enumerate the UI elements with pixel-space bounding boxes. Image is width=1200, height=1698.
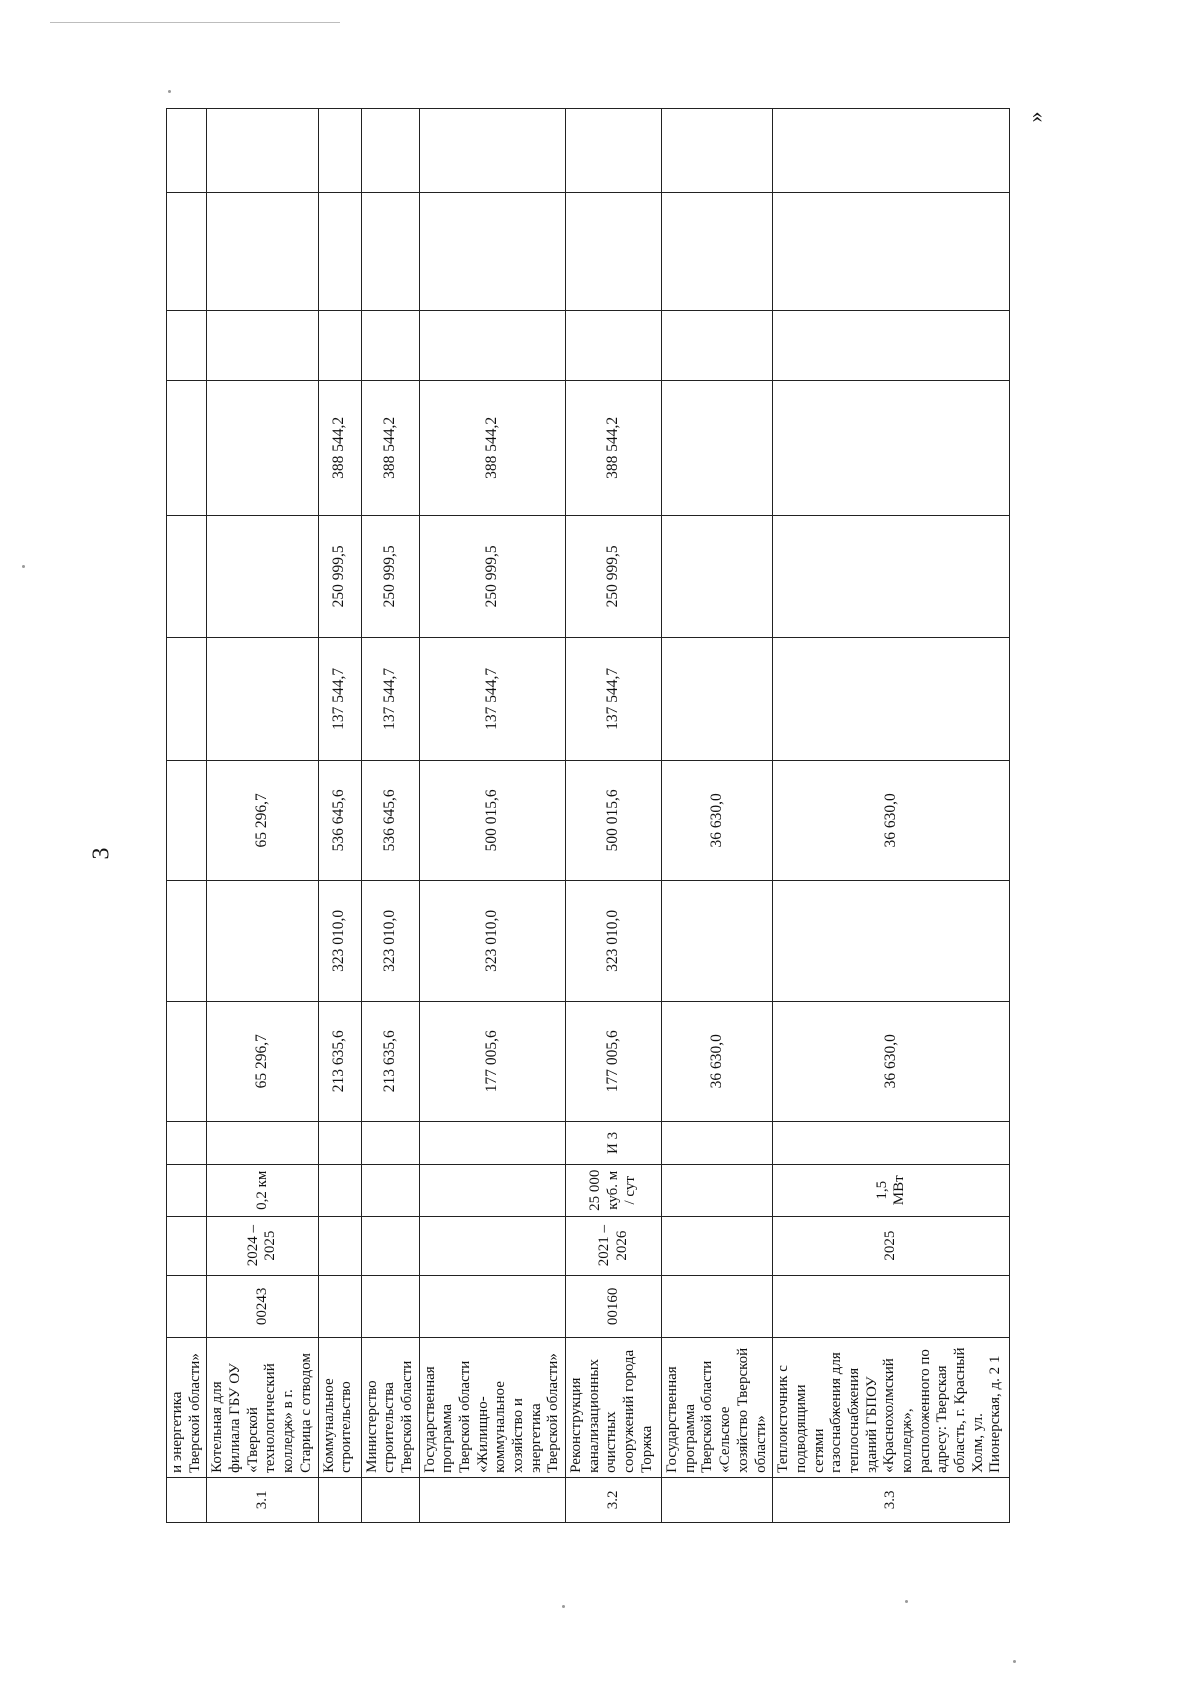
value-5	[773, 515, 1010, 638]
value-1: 65 296,7	[207, 1001, 318, 1121]
empty-cell	[318, 311, 361, 381]
row-number	[318, 1477, 361, 1522]
table-row	[773, 109, 1010, 1523]
value-3: 36 630,0	[773, 760, 1010, 880]
unit-mark: И 3	[566, 1121, 662, 1164]
capacity	[167, 1164, 207, 1216]
value-6: 388 544,2	[419, 381, 566, 515]
value-1: 177 005,6	[566, 1001, 662, 1121]
value-2: 323 010,0	[419, 881, 566, 1001]
value-6	[662, 381, 773, 515]
row-number	[361, 1477, 419, 1522]
row-number	[419, 1477, 566, 1522]
empty-cell	[361, 311, 419, 381]
value-1: 36 630,0	[662, 1001, 773, 1121]
value-1: 36 630,0	[773, 1001, 1010, 1121]
value-6	[773, 381, 1010, 515]
empty-cell	[419, 311, 566, 381]
empty-cell	[566, 109, 662, 193]
capacity	[318, 1164, 361, 1216]
value-4: 137 544,7	[566, 638, 662, 761]
value-2: 323 010,0	[361, 881, 419, 1001]
value-3: 500 015,6	[419, 760, 566, 880]
value-3: 65 296,7	[207, 760, 318, 880]
period: 2021 – 2026	[566, 1216, 662, 1275]
value-4	[167, 638, 207, 761]
value-5	[167, 515, 207, 638]
value-5: 250 999,5	[566, 515, 662, 638]
empty-cell	[662, 192, 773, 310]
value-2: 323 010,0	[318, 881, 361, 1001]
value-5	[662, 515, 773, 638]
empty-cell	[167, 109, 207, 193]
value-1	[167, 1001, 207, 1121]
table-row	[318, 109, 361, 1523]
value-5: 250 999,5	[419, 515, 566, 638]
empty-cell	[207, 311, 318, 381]
row-name: Теплоисточник с подводящими сетями газоснабжения для теплоснабжения зданий ГБПОУ «Краснохолмский колледж», расположенного по адресу: Тверская область, г. Красный Холм, ул. Пионерская, д. 2 1	[773, 1338, 1010, 1478]
row-number	[662, 1477, 773, 1522]
table-row	[361, 109, 419, 1523]
unit-mark	[773, 1121, 1010, 1164]
capacity: 25 000 куб. м / сут	[566, 1164, 662, 1216]
period: 2025	[773, 1216, 1010, 1275]
unit-mark	[419, 1121, 566, 1164]
value-1: 177 005,6	[419, 1001, 566, 1121]
period	[419, 1216, 566, 1275]
table-row	[662, 109, 773, 1523]
value-5: 250 999,5	[361, 515, 419, 638]
value-2	[207, 881, 318, 1001]
row-number: 3.2	[566, 1477, 662, 1522]
empty-cell	[361, 109, 419, 193]
capacity	[662, 1164, 773, 1216]
empty-cell	[318, 192, 361, 310]
empty-cell	[167, 192, 207, 310]
value-4	[207, 638, 318, 761]
page-number: 3	[88, 847, 115, 860]
object-code	[662, 1275, 773, 1337]
investment-table-wrapper	[166, 108, 1008, 1523]
unit-mark	[361, 1121, 419, 1164]
scan-speck	[168, 90, 171, 93]
period: 2024 – 2025	[207, 1216, 318, 1275]
value-5	[207, 515, 318, 638]
value-2	[167, 881, 207, 1001]
scan-edge-line	[50, 22, 340, 23]
period	[361, 1216, 419, 1275]
empty-cell	[207, 192, 318, 310]
empty-cell	[662, 311, 773, 381]
table-row	[167, 109, 207, 1523]
empty-cell	[361, 192, 419, 310]
value-4	[773, 638, 1010, 761]
value-2	[773, 881, 1010, 1001]
object-code	[419, 1275, 566, 1337]
value-5: 250 999,5	[318, 515, 361, 638]
period	[167, 1216, 207, 1275]
continuation-mark: »	[1022, 111, 1048, 123]
value-3: 536 645,6	[361, 760, 419, 880]
capacity: 1,5 МВт	[773, 1164, 1010, 1216]
unit-mark	[167, 1121, 207, 1164]
table-row	[566, 109, 662, 1523]
investment-table	[166, 108, 1010, 1523]
row-number: 3.1	[207, 1477, 318, 1522]
empty-cell	[773, 311, 1010, 381]
scan-speck	[22, 565, 25, 568]
value-6: 388 544,2	[361, 381, 419, 515]
value-2: 323 010,0	[566, 881, 662, 1001]
capacity	[419, 1164, 566, 1216]
value-4	[662, 638, 773, 761]
value-1: 213 635,6	[318, 1001, 361, 1121]
value-4: 137 544,7	[361, 638, 419, 761]
scan-speck	[1013, 1660, 1016, 1663]
value-2	[662, 881, 773, 1001]
value-3: 36 630,0	[662, 760, 773, 880]
capacity: 0,2 км	[207, 1164, 318, 1216]
row-name: Котельная для филиала ГБУ ОУ «Тверской технологический колледж» в г. Старица с отводом	[207, 1338, 318, 1478]
value-3: 536 645,6	[318, 760, 361, 880]
value-1: 213 635,6	[361, 1001, 419, 1121]
unit-mark	[207, 1121, 318, 1164]
capacity	[361, 1164, 419, 1216]
row-name: Коммунальное строительство	[318, 1338, 361, 1478]
scan-speck	[905, 1600, 908, 1603]
object-code	[773, 1275, 1010, 1337]
empty-cell	[419, 192, 566, 310]
table-row	[419, 109, 566, 1523]
empty-cell	[566, 192, 662, 310]
row-name: Государственная программа Тверской области «Жилищно-коммунальное хозяйство и энергетика Тверской области»	[419, 1338, 566, 1478]
value-4: 137 544,7	[318, 638, 361, 761]
row-name: Министерство строительства Тверской области	[361, 1338, 419, 1478]
row-number: 3.3	[773, 1477, 1010, 1522]
period	[662, 1216, 773, 1275]
row-name: Реконструкция канализационных очистных сооружений города Торжка	[566, 1338, 662, 1478]
object-code: 00160	[566, 1275, 662, 1337]
empty-cell	[773, 109, 1010, 193]
scan-speck	[562, 1605, 565, 1608]
value-6: 388 544,2	[566, 381, 662, 515]
empty-cell	[566, 311, 662, 381]
period	[318, 1216, 361, 1275]
object-code	[318, 1275, 361, 1337]
value-6	[167, 381, 207, 515]
row-number	[167, 1477, 207, 1522]
object-code	[167, 1275, 207, 1337]
empty-cell	[207, 109, 318, 193]
empty-cell	[318, 109, 361, 193]
row-name: Государственная программа Тверской области «Сельское хозяйство Тверской области»	[662, 1338, 773, 1478]
value-4: 137 544,7	[419, 638, 566, 761]
empty-cell	[419, 109, 566, 193]
unit-mark	[662, 1121, 773, 1164]
empty-cell	[662, 109, 773, 193]
object-code: 00243	[207, 1275, 318, 1337]
row-name: и энергетика Тверской области»	[167, 1338, 207, 1478]
value-3	[167, 760, 207, 880]
table-row	[207, 109, 318, 1523]
value-6	[207, 381, 318, 515]
empty-cell	[167, 311, 207, 381]
empty-cell	[773, 192, 1010, 310]
object-code	[361, 1275, 419, 1337]
value-6: 388 544,2	[318, 381, 361, 515]
unit-mark	[318, 1121, 361, 1164]
value-3: 500 015,6	[566, 760, 662, 880]
